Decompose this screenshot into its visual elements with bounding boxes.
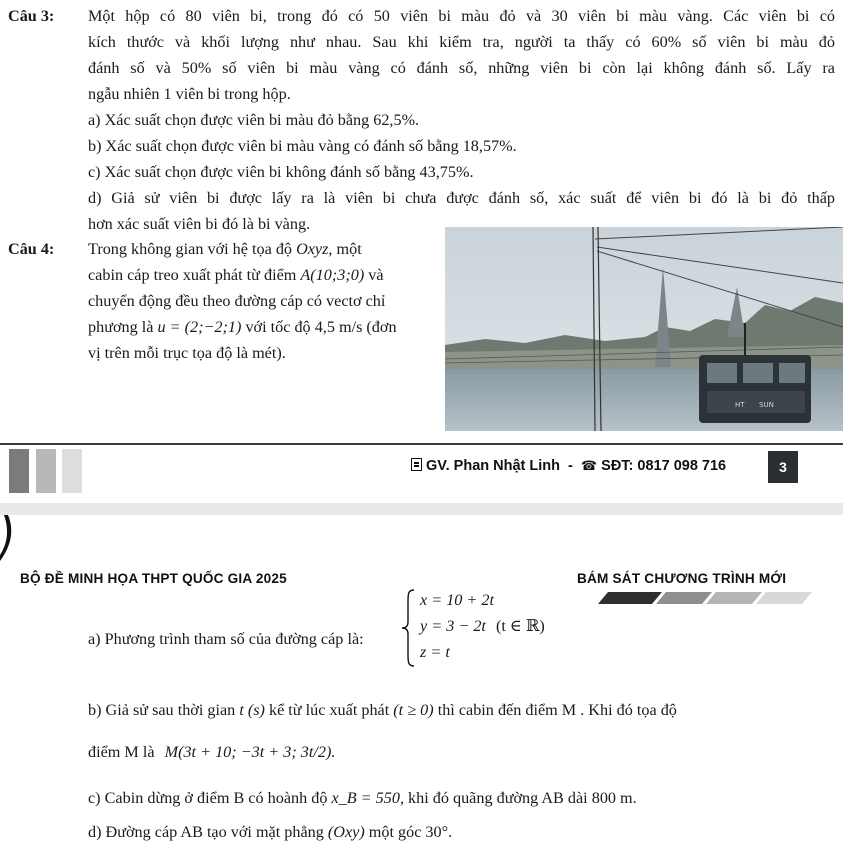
cable-car-photo xyxy=(445,227,843,431)
question-3-intro-line-1: Một hộp có 80 viên bi, trong đó có 50 viên bi màu đỏ và 30 viên bi màu vàng. Các viên bi có xyxy=(88,7,835,25)
c-pre: c) Cabin dừng ở điểm B có hoành độ xyxy=(88,789,332,807)
question-4-line-1 xyxy=(88,236,362,262)
question-4-line-5: vị trên mỗi trục tọa độ là mét). xyxy=(88,344,286,362)
question-3-option-b: b) Xác suất chọn được viên bi màu vàng có đánh số bằng 18,57%. xyxy=(88,137,517,155)
b-line1-time: t (s) xyxy=(239,701,265,719)
q4-line4-vector: u = (2;−2;1) xyxy=(157,318,242,336)
cabin-sign-1: HT xyxy=(735,401,745,409)
b-line1-post: thì cabin đến điểm M . Khi đó tọa độ xyxy=(433,701,677,719)
b-line2-point: M(3t + 10; −3t + 3; 3t/2). xyxy=(164,743,336,761)
question-3-option-a: a) Xác suất chọn được viên bi màu đỏ bằng 62,5%. xyxy=(88,111,420,129)
question-4 xyxy=(8,236,54,262)
question-3-intro-line-3: đánh số và 50% số viên bi màu vàng có đánh số, những viên bi còn lại không đánh số. Lấy ra xyxy=(88,59,835,77)
d-plane: (Oxy) xyxy=(327,823,365,841)
question-3-intro-line-4: ngẫu nhiên 1 viên bi trong hộp. xyxy=(88,85,291,103)
equation-y: y = 3 − 2t xyxy=(420,617,486,635)
document-icon xyxy=(411,458,422,471)
footer-dash: - xyxy=(568,458,573,474)
d-pre: d) Đường cáp AB tạo với mặt phẳng xyxy=(88,823,328,841)
b-line2-pre: điểm M là xyxy=(88,743,155,761)
question-3-option-d-line-2: hơn xác suất viên bi đó là bi vàng. xyxy=(88,215,311,233)
footer-bar-2 xyxy=(36,449,56,493)
equation-y-row xyxy=(420,613,545,639)
footer-bar-1 xyxy=(9,449,29,493)
question-4-line-3: chuyển động đều theo đường cáp có vectơ chỉ xyxy=(88,292,386,310)
c-post: , khi đó quãng đường AB dài 800 m. xyxy=(399,789,637,807)
equation-x: x = 10 + 2t xyxy=(420,591,494,609)
footer-author: GV. Phan Nhật Linh xyxy=(426,458,561,474)
b-line1-pre: b) Giả sử sau thời gian xyxy=(88,701,240,719)
footer-top-rule xyxy=(0,443,843,445)
question-3 xyxy=(8,3,54,29)
header-right-title: BÁM SÁT CHƯƠNG TRÌNH MỚI xyxy=(577,571,787,586)
phone-icon: ☎ xyxy=(580,458,598,473)
footer-phone: SĐT: 0817 098 716 xyxy=(601,458,727,474)
b-line1-mid: kể từ lúc xuất phát xyxy=(264,701,394,719)
answer-a-text: a) Phương trình tham số của đường cáp là: xyxy=(88,630,364,648)
page-number: 3 xyxy=(768,451,798,483)
footer-contact xyxy=(411,455,726,477)
q4-line1-var: Oxyz xyxy=(296,240,329,258)
q4-line1-pre: Trong không gian với hệ tọa độ xyxy=(88,240,297,258)
header-swoosh xyxy=(0,515,20,563)
q4-line2-post: và xyxy=(364,266,384,284)
d-post: một góc 30°. xyxy=(364,823,453,841)
question-4-label: Câu 4: xyxy=(8,240,55,258)
cable-car-illustration xyxy=(445,227,843,431)
answer-d xyxy=(88,819,452,845)
c-eq: x_B = 550 xyxy=(331,789,400,807)
question-3-intro-line-2: kích thước và khối lượng như nhau. Sau khi kiểm tra, người ta thấy có 60% số viên bi màu đỏ xyxy=(88,33,835,51)
footer-bar-3 xyxy=(62,449,82,493)
q4-line4-pre: phương là xyxy=(88,318,158,336)
header-left-title: BỘ ĐỀ MINH HỌA THPT QUỐC GIA 2025 xyxy=(20,571,287,586)
equation-z: z = t xyxy=(420,643,450,661)
q4-line2-point: A(10;3;0) xyxy=(300,266,365,284)
question-3-label: Câu 3: xyxy=(8,7,55,25)
page-gap xyxy=(0,503,843,515)
question-4-line-2 xyxy=(88,262,384,288)
equation-condition: (t ∈ ℝ) xyxy=(495,617,545,635)
q4-line2-pre: cabin cáp treo xuất phát từ điểm xyxy=(88,266,301,284)
q4-line4-post: với tốc độ 4,5 m/s (đơn xyxy=(241,318,397,336)
answer-c xyxy=(88,785,637,811)
header-stripes xyxy=(590,592,820,606)
cabin-sign-2: SUN xyxy=(759,401,774,409)
b-line1-cond: (t ≥ 0) xyxy=(393,701,434,719)
answer-b-line-1 xyxy=(88,697,677,723)
question-4-line-4 xyxy=(88,314,397,340)
parametric-system xyxy=(420,587,545,665)
question-3-option-c: c) Xác suất chọn được viên bi không đánh số bằng 43,75%. xyxy=(88,163,474,181)
system-brace xyxy=(400,588,418,668)
answer-b-line-2 xyxy=(88,739,335,765)
question-3-option-d-line-1: d) Giả sử viên bi được lấy ra là viên bi chưa được đánh số, xác suất để viên bi đó là bi đỏ thấp xyxy=(88,189,835,207)
q4-line1-post: , một xyxy=(328,240,362,258)
